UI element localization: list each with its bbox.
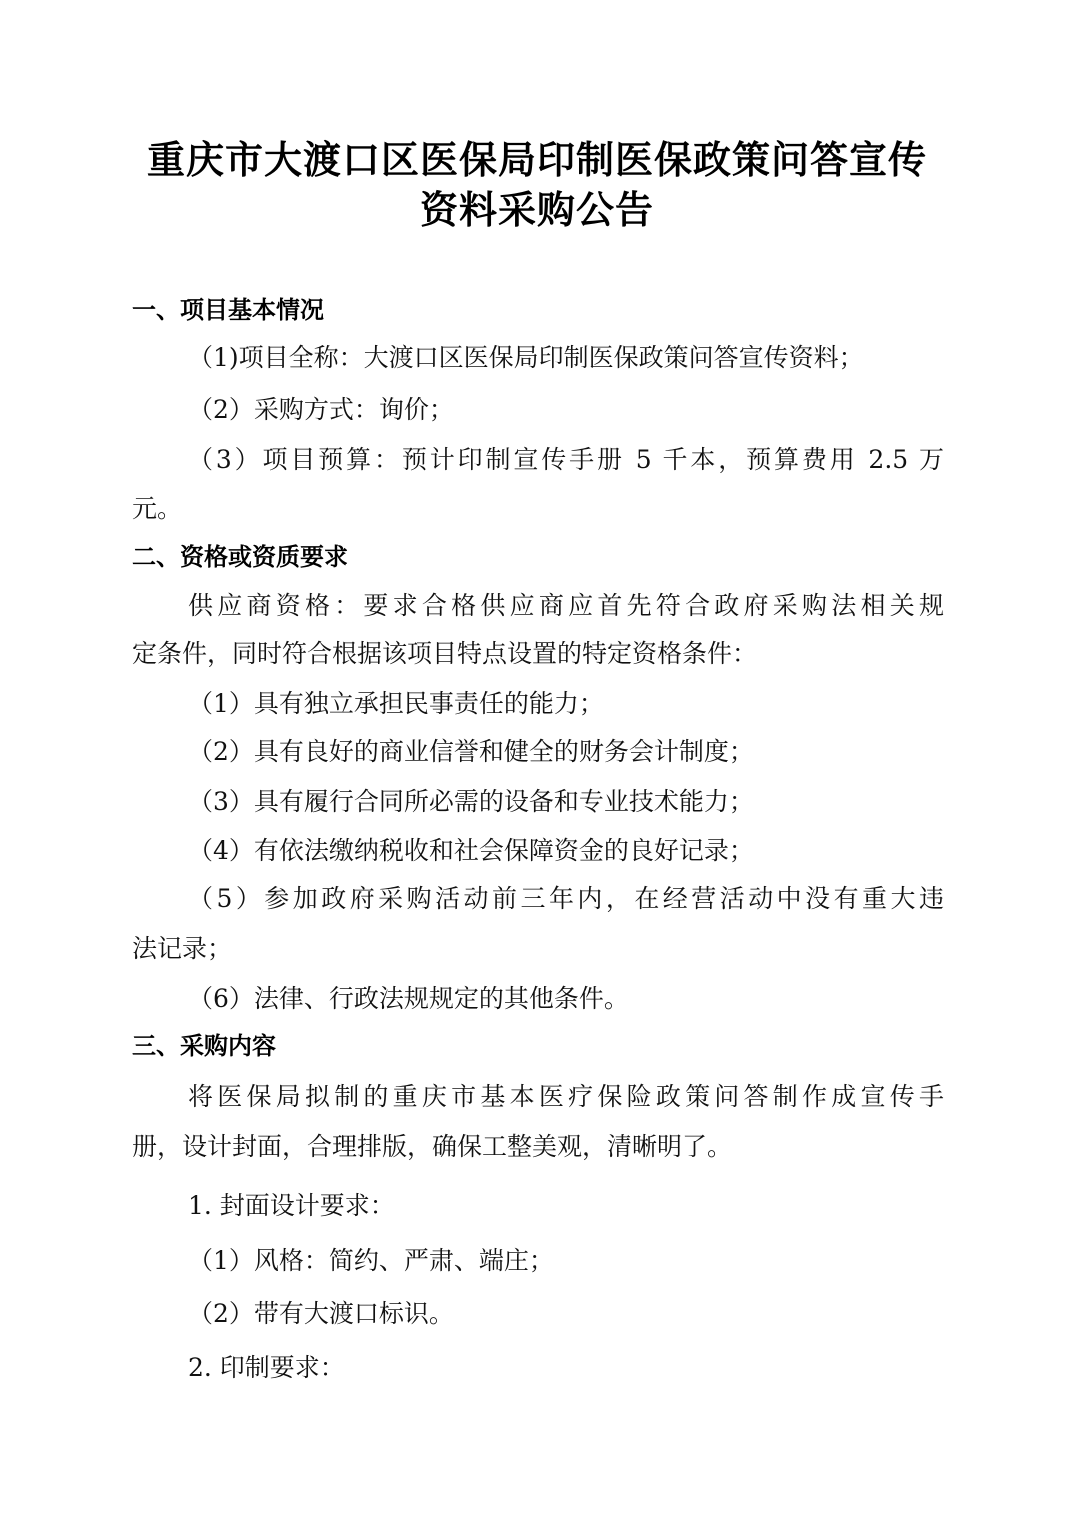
qualification-condition: （5）参加政府采购活动前三年内，在经营活动中没有重大违: [188, 884, 944, 913]
section-2-intro-continuation: 定条件，同时符合根据该项目特点设置的特定资格条件：: [132, 639, 758, 668]
cover-requirement: （1）风格：简约、严肃、端庄；: [188, 1246, 554, 1275]
section-1-heading: 一、项目基本情况: [132, 296, 324, 324]
section-2-intro: 供应商资格：要求合格供应商应首先符合政府采购法相关规: [188, 591, 944, 620]
document-title-line-2: 资料采购公告: [419, 188, 654, 232]
section-1-paragraph: （2）采购方式：询价；: [188, 395, 454, 424]
printing-requirements-heading: 2. 印制要求：: [188, 1353, 345, 1382]
section-1-paragraph: （3）项目预算：预计印制宣传手册 5 千本，预算费用 2.5 万: [188, 445, 944, 474]
qualification-condition: （3）具有履行合同所必需的设备和专业技术能力；: [188, 787, 754, 816]
qualification-condition-continuation: 法记录；: [132, 934, 233, 963]
qualification-condition: （4）有依法缴纳税收和社会保障资金的良好记录；: [188, 836, 754, 865]
section-3-intro: 将医保局拟制的重庆市基本医疗保险政策问答制作成宣传手: [188, 1082, 944, 1111]
section-1-paragraph-continuation: 元。: [132, 494, 183, 523]
section-3-intro-continuation: 册，设计封面，合理排版，确保工整美观，清晰明了。: [132, 1132, 733, 1161]
cover-requirement: （2）带有大渡口标识。: [188, 1299, 454, 1328]
section-3-heading: 三、采购内容: [132, 1032, 276, 1060]
document-title-line-1: 重庆市大渡口区医保局印制医保政策问答宣传: [146, 138, 927, 182]
qualification-condition: （6）法律、行政法规规定的其他条件。: [188, 984, 629, 1013]
section-2-heading: 二、资格或资质要求: [132, 543, 348, 571]
qualification-condition: （2）具有良好的商业信誉和健全的财务会计制度；: [188, 737, 754, 766]
qualification-condition: （1）具有独立承担民事责任的能力；: [188, 689, 604, 718]
cover-design-heading: 1. 封面设计要求：: [188, 1191, 395, 1220]
section-1-paragraph: （1)项目全称：大渡口区医保局印制医保政策问答宣传资料；: [188, 343, 864, 372]
